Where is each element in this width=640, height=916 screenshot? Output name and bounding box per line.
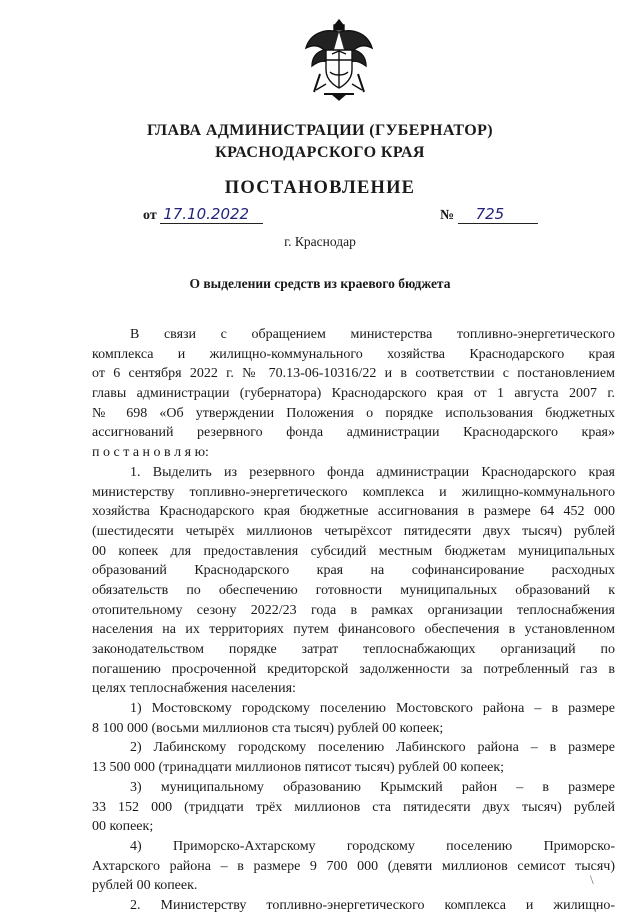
body-line: хозяйства Краснодарского края бюджетные ассигнования в размере 64 452 000 — [92, 504, 615, 520]
coat-of-arms-icon — [302, 14, 376, 104]
body-line: образований Краснодарского края на софинансирование расходных — [92, 563, 615, 579]
body-line: целях теплоснабжения населения: — [92, 681, 296, 697]
document-body — [92, 325, 615, 916]
page-mark: \ — [590, 872, 594, 887]
number-value: 725 — [458, 205, 539, 224]
number-prefix: № — [440, 208, 455, 223]
body-line: отопительному сезону 2022/23 года в рамках организации теплоснабжения — [92, 602, 615, 618]
body-line: комплекса и жилищно-коммунального хозяйства Краснодарского края — [92, 346, 615, 362]
body-line: 00 копеек для предоставления субсидий местным бюджетам муниципальных — [92, 543, 615, 559]
body-line: 2) Лабинскому городскому поселению Лабинского района – в размере — [130, 740, 615, 756]
body-line: ассигнований резервного фонда администрации Краснодарского края» — [92, 425, 615, 441]
body-line: В связи с обращением министерства топливно-энергетического — [130, 327, 615, 342]
city: г. Краснодар — [284, 234, 356, 249]
body-line: погашению просроченной кредиторской задолженности за потребленный газ в — [92, 661, 615, 677]
body-line: 1. Выделить из резервного фонда администрации Краснодарского края — [130, 464, 615, 480]
body-line: 00 копеек; — [92, 819, 154, 835]
body-line: рублей 00 копеек. — [92, 878, 198, 894]
date-prefix: от — [143, 208, 157, 223]
body-line: законодательством порядке затрат теплоснабжающих организаций по — [92, 642, 615, 657]
org-title-line2: КРАСНОДАРСКОГО КРАЯ — [215, 144, 425, 161]
document-type: ПОСТАНОВЛЕНИЕ — [224, 178, 416, 198]
body-line: 4) Приморско-Ахтарскому городскому поселению Приморско- — [130, 838, 615, 854]
org-title-line1: ГЛАВА АДМИНИСТРАЦИИ (ГУБЕРНАТОР) — [147, 122, 493, 139]
body-line: обязательств по обеспечению готовности муниципальных образований к — [92, 582, 615, 598]
body-line: 13 500 000 (тринадцати миллионов пятисот тысяч) рублей 00 копеек; — [92, 760, 505, 776]
body-line: от 6 сентября 2022 г. № 70.13-06-10316/22 и в соответствии с постановлением — [92, 366, 615, 382]
body-line: 2. Министерству топливно-энергетического комплекса и жилищно- — [130, 897, 615, 913]
body-line: 33 152 000 (тридцати трёх миллионов ста пятидесяти двух тысяч) рублей — [92, 799, 615, 815]
body-line: населения на их территориях путем финансового обеспечения в установленном — [92, 622, 615, 638]
body-line: (шестидесяти четырёх миллионов четырёхсот пятидесяти двух тысяч) рублей — [92, 523, 615, 539]
body-line: п о с т а н о в л я ю: — [92, 445, 209, 461]
date-line — [143, 205, 263, 224]
number-line — [440, 205, 538, 224]
body-line: 3) муниципальному образованию Крымский район – в размере — [130, 779, 615, 795]
body-line: 8 100 000 (восьми миллионов ста тысяч) рублей 00 копеек; — [92, 720, 444, 736]
document-subject: О выделении средств из краевого бюджета — [189, 276, 451, 291]
body-line: 1) Мостовскому городскому поселению Мостовского района – в размере — [130, 701, 615, 717]
body-line: № 698 «Об утверждении Положения о порядке использования бюджетных — [92, 405, 615, 421]
body-line: главы администрации (губернатора) Краснодарского края от 1 августа 2007 г. — [92, 386, 615, 402]
body-line: министерству топливно-энергетического комплекса и жилищно-коммунального — [92, 484, 615, 500]
body-line: Ахтарского района – в размере 9 700 000 (девяти миллионов семисот тысяч) — [92, 858, 615, 874]
date-value: 17.10.2022 — [160, 205, 263, 224]
